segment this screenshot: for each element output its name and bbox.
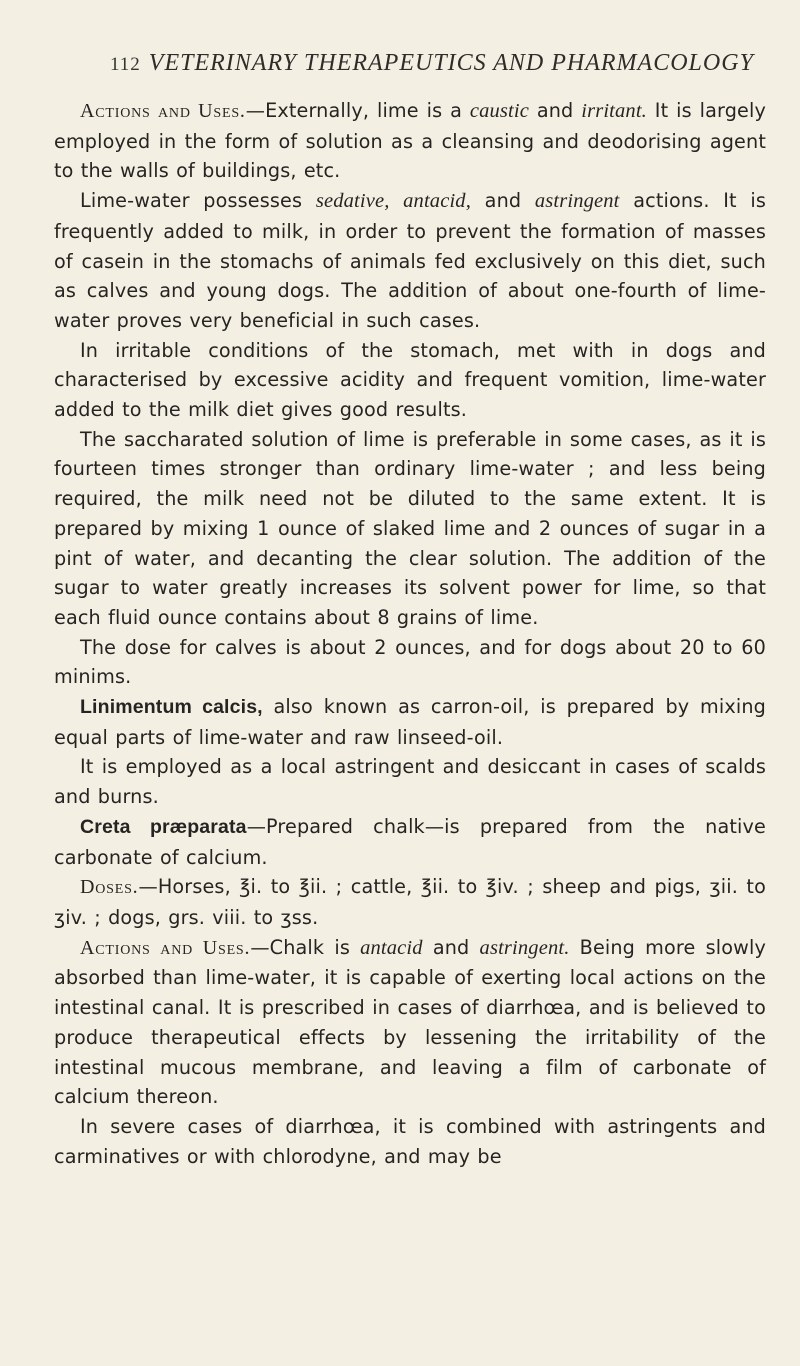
paragraph-saccharated-solution: The saccharated solution of lime is preferable in some cases, as it is fourteen times stronger than ordinary lime-water ; and less being required, the milk need not be diluted to the same extent. It is prepared by mixing 1 ounce of slaked lime and 2 ounces of sugar in a pint of water, and decanting the clear solution. The addition of the sugar to water greatly increases its solvent power for lime, so that each fluid ounce contains about 8 grains of lime. <box>54 427 766 629</box>
emphasis: sedative, <box>315 190 390 213</box>
paragraph-linimentum-use: It is employed as a local astringent and desiccant in cases of scalds and burns. <box>54 755 766 809</box>
paragraph-chalk-actions: Actions and Uses.—Chalk is antacid and astringent. Being more slowly absorbed than lime-water, it is capable of exerting local actions on the intestinal canal. It is prescribed in cases of diarrhœa, and is believed to produce therapeutical effects by lessening the irritability of the intestinal mucous membrane, and leaving a film of carbonate of calcium thereon. <box>54 935 766 1109</box>
paragraph-lime-water: Lime-water possesses sedative, antacid, and astringent actions. It is frequently added to milk, in order to prevent the formation of masses of casein in the stomachs of animals fed exclusively on this diet, such as calves and young dogs. The addition of about one-fourth of lime-water proves very beneficial in such cases. <box>54 189 767 332</box>
paragraph-irritable-stomach: In irritable conditions of the stomach, met with in dogs and characterised by excessive acidity and frequent vomition, lime-water added to the milk diet gives good results. <box>54 338 766 422</box>
emphasis: antacid <box>360 936 423 959</box>
paragraph-doses: Doses.—Horses, ℥i. to ℥ii. ; cattle, ℥ii. to ℥iv. ; sheep and pigs, ʒii. to ʒiv. ; dogs, grs. viii. to ʒss. <box>54 875 766 929</box>
section-lead: Actions and Uses. <box>80 936 251 959</box>
drug-name: Linimentum calcis, <box>80 696 263 719</box>
emphasis: astringent. <box>479 936 570 959</box>
drug-name: Creta præparata <box>80 815 247 838</box>
paragraph-severe-diarrhoea: In severe cases of diarrhœa, it is combined with astringents and carminatives or with chlorodyne, and may be <box>54 1114 766 1168</box>
section-lead: Doses. <box>80 876 139 899</box>
running-head <box>110 50 760 86</box>
section-lead: Actions and Uses. <box>80 100 246 122</box>
paragraph-linimentum-calcis: Linimentum calcis, also known as carron-oil, is prepared by mixing equal parts of lime-water and raw linseed-oil. <box>54 695 767 749</box>
body-text <box>54 96 766 1171</box>
page-number: 112 <box>110 54 141 75</box>
paragraph-creta-praeparata: Creta præparata—Prepared chalk—is prepared from the native carbonate of calcium. <box>54 814 766 869</box>
paragraph-lime-actions: Actions and Uses.—Externally, lime is a caustic and irritant. It is largely employed in the form of solution as a cleansing and deodorising agent to the walls of buildings, etc. <box>54 99 766 183</box>
emphasis: caustic <box>469 100 529 122</box>
emphasis: irritant. <box>581 100 647 122</box>
emphasis: astringent <box>534 190 620 213</box>
running-title: VETERINARY THERAPEUTICS AND PHARMACOLOGY <box>148 50 754 76</box>
paragraph-dose-calves-dogs: The dose for calves is about 2 ounces, and for dogs about 20 to 60 minims. <box>54 635 766 689</box>
emphasis: antacid, <box>403 190 471 213</box>
